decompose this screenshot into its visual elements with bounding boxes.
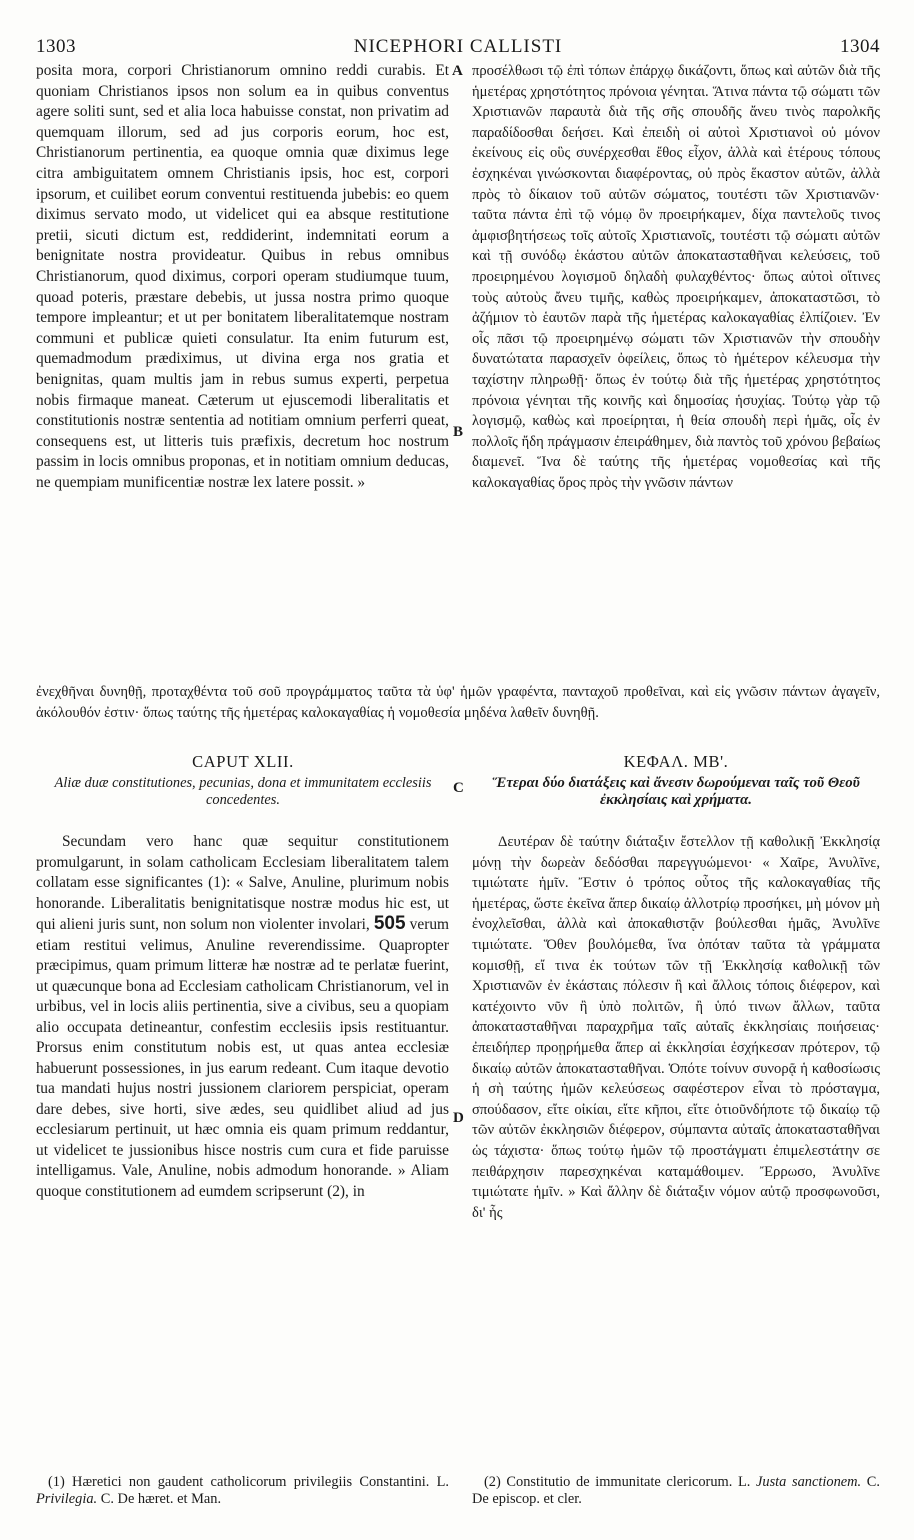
margin-letter-d: D xyxy=(453,1110,464,1126)
running-title: NICEPHORI CALLISTI xyxy=(353,36,563,57)
greek-continuation-text: ἐνεχθῆναι δυνηθῇ, προταχθέντα τοῦ σοῦ προγράμματος ταῦτα τὰ ὑφ' ἡμῶν γραφέντα, πανταχοῦ προθεῖναι, καὶ εἰς γνῶσιν πάντων ἀγαγεῖν, ἀκόλουθόν ἐστιν· ὅπως ταύτης τῆς ἡμετέρας καλοκαγαθίας ἡ νομοθεσία μηδένα λαθεῖν δυνηθῇ. xyxy=(36,684,880,721)
chapter-heading-latin xyxy=(40,752,446,808)
page-number-right: 1304 xyxy=(840,36,880,57)
greek-paragraph: Δευτέραν δὲ ταύτην διάταξιν ἔστελλον τῇ καθολικῇ Ἐκκλησίᾳ μόνῃ τὴν δωρεὰν δεδόσθαι παρεγγυώμενοι· « Χαῖρε, Ἀνυλῖνε, τιμιώτατε ἡμῖν. Ἔστιν ὁ τρόπος οὗτος τῆς καλοκαγαθίας τῆς ἡμετέρας, ὥστε ἐκεῖνα ἅπερ δικαίῳ ἀλλοτρίῳ προσήκει, μὴ μόνον μὴ ἐνοχλεῖσθαι, ἀλλὰ καὶ ἀποκαθιστᾷν βούλεσθαι ἡμᾶς, Ἀνυλῖνε τιμιώτατε. Ὅθεν βουλόμεθα, ἵνα ὁπόταν ταῦτα τὰ γράμματα κομισθῇ, εἴ τινα ἐκ τούτων τῶν τῇ Ἐκκλησίᾳ καθολικῇ τῶν Χριστιανῶν ἐν ἑκάσταις πόλεσιν ἢ καὶ ἄλλοις τόποις διέφερον, καὶ κατέχοιντο νῦν ἢ ὑπὸ πολιτῶν, ἢ ὑπό τινων ἄλλων, ταῦτα ἀποκατασταθῆναι παραχρῆμα ταῖς αὐταῖς ἐκκλησίαις ποιήσειας· ἐπειδήπερ προῃρήμεθα ἅπερ αἱ ἐκκλησίαι ἐσχήκεσαν πρότερον, τῷ δικαίῳ αὐτῶν ἀποκατασταθῆναι. Ὁπότε τοίνυν συνορᾷ ἡ καθοσίωσις ἡ σὴ ταύτης ἡμῶν κελεύσεως σαφέστερον εἶναι τὸ πρόσταγμα, σπούδασον, εἴτε οἰκίαι, εἴτε κῆποι, εἴτε ὁτιοῦνδήποτε τῷ δικαίῳ τῷ τῶν αὐτῶν ἐκκλησιῶν διέφερον, σύμπαντα αὐταῖς ἀποκατασταθῆναι ὡς τάχιστα· ὅπως τούτῳ ἡμῶν τῷ προστάγματι ἐπιμελεστάτην σε πειθάρχησιν παρεσχηκέναι καταμάθοιμεν. Ἔρρωσο, Ἀνυλῖνε τιμιώτατε ἡμῖν. » Καὶ ἄλλην δὲ διάταξιν νόμον αὐτῷ προσφωνοῦσι, δι' ἧς xyxy=(472,834,880,1221)
latin-column-top xyxy=(36,61,449,493)
latin-column-bottom xyxy=(36,832,449,1202)
chapter-title: ΚΕΦΑΛ. ΜΒ'. xyxy=(623,752,729,771)
greek-fullwidth-continuation xyxy=(36,682,880,723)
chapter-heading-greek xyxy=(470,752,882,808)
footnote-left xyxy=(36,1474,449,1508)
page-number-left: 1303 xyxy=(36,36,76,57)
page-header xyxy=(36,36,880,60)
footnote-citation: Privilegia. xyxy=(36,1490,98,1507)
chapter-subtitle: Aliæ duæ constitutiones, pecunias, dona et immunitatem ecclesiis concedentes. xyxy=(54,775,432,808)
footnote-tail: C. De hæret. et Man. xyxy=(100,1490,222,1507)
footnote-citation: Justa sanctionem. xyxy=(756,1474,862,1490)
latin-paragraph: posita mora, corpori Christianorum omnino reddi curabis. Et quoniam Christianos ipsos non solum ea in quibus conventus agere soliti sunt, sed et alia loca habuisse constat, non privatim ad quemquam illorum, sed ad jus corporis eorum, hoc est, Christianorum pertinentia, ea quoque omnia quæ diximus lege citra ambiguitatem omnem Christianis ipsis, hoc est, corpori ipsorum, et cuilibet eorum conventui restituenda jubebis: eo quem diximus servato modo, ut videlicet qui ea absque restitutione pretii, sicuti dictum est, reddiderint, indemnitati eorum a benignitate nostra provideatur. Quibus in rebus omnibus Christianorum, quod diximus, corpori operam studiumque tuum, quoad poteris, præstare debebis, ut jussa nostra primo quoque tempore impleantur; et ut per bonitatem liberalitatemque nostram communi et publicæ quieti consulatur. Ita enim futurum est, quemadmodum prædiximus, ut divina erga nos gratia et benignitas, quam multis jam in rebus sumus experti, perpetua nobis firmaque maneat. Cæterum ut ejuscemodi liberalitatis et constitutionis nostræ sententia ad notitiam omnium perferri queat, consequens est, ut litteris tuis præfixis, decretum hoc nostrum passim in locis omnibus proponas, et in notitiam omnium deducas, ne quempiam munificentiæ nostræ lex latere possit. » xyxy=(36,62,449,491)
margin-letter-c: C xyxy=(453,780,464,796)
footnote-tail: C. De episcop. et cler. xyxy=(472,1474,880,1507)
margin-letter-a: A xyxy=(452,63,463,79)
latin-paragraph xyxy=(36,832,449,1202)
margin-letter-b: B xyxy=(453,424,464,440)
greek-column-bottom xyxy=(472,832,880,1223)
column-number-marker: 505 xyxy=(373,913,406,934)
footnote-text: (1) Hæretici non gaudent catholicorum privilegiis Constantini. L. xyxy=(48,1474,449,1490)
latin-text-part: Secundam vero hanc quæ sequitur constitutionem promulgarunt, in solam catholicam Ecclesiam liberalitatem talem collatam esse significantes (1): « Salve, Anuline, plurimum nobis honorande. Liberalitatis benignitatisque nostræ modus hic est, ut qui alieni juris sunt, non solum non violenter involari, xyxy=(36,833,449,933)
latin-text-part: verum etiam restitui velimus, Anuline reverendissime. Quapropter præcipimus, quam primum litteræ hæ nostræ ad te perlatæ fuerint, ut quæcunque bona ad Ecclesiam catholicam Christianorum, vel in urbibus, vel in locis aliis pertinentia, sive a civibus, seu a quopiam alio occupata detineantur, confestim ecclesiis ipsis restituantur. Prorsus enim constitutum nobis est, ut quas antea ecclesiæ habuerunt possessiones, in jus earum redeant. Cum itaque devotio tua mandati hujus nostri jussionem clariorem perspiciat, operam dare debes, sive horti, sive ædes, seu quidlibet aliud ad jus ecclesiarum pertinuit, ut hæc omnia eis quam primum reddantur, ut videlicet te jussionibus hisce nostris cum cura et fide paruisse intelligamus. Vale, Anuline, nobis admodum honorande. » Aliam quoque constitutionem ad eumdem scripserunt (2), in xyxy=(36,916,449,1200)
greek-paragraph: προσέλθωσι τῷ ἐπὶ τόπων ἐπάρχῳ δικάζοντι, ὅπως καὶ αὐτῶν διὰ τῆς ἡμετέρας χρηστότητος πρόνοια γένηται. Ἅτινα πάντα τῷ σώματι τῶν Χριστιανῶν παραυτὰ διὰ τῆς σῆς σπουδῆς ἄνευ τινὸς παρολκῆς παραδίδοσθαι δεήσει. Καὶ ἐπειδὴ οἱ αὐτοὶ Χριστιανοὶ οὐ μόνον ἐκείνους εἰς οὓς συνέρχεσθαι ἔθος εἶχον, ἀλλὰ καὶ ἑτέρους τόπους ἐσχηκέναι γινώσκονται διαφέροντας, οὐ πρὸς ἕκαστον αὐτῶν, ἀλλὰ πρὸς τὸ δίκαιον τοῦ αὐτῶν σώματος, τουτέστι τῶν Χριστιανῶν· ταῦτα πάντα ἐπὶ τῷ νόμῳ ὃν προειρήκαμεν, δίχα παντελοῦς τινος ἀμφισβητήσεως τοῖς αὐτοῖς Χριστιανοῖς, τουτέστι τῷ σώματι αὐτῶν καὶ τῇ συνόδῳ ἑκάστου αὐτῶν ἀποκατασταθῆναι κελεύσεις, τοῦ προειρημένου λογισμοῦ δηλαδὴ φυλαχθέντος· ὅπως αὐτοὶ οἵτινες τοὺς αὐτοὺς ἄνευ τιμῆς, καθὼς προειρήκαμεν, ἀποκαταστῶσι, τὸ ἀζήμιον τὸ ἑαυτῶν παρὰ τῆς ἡμετέρας καλοκαγαθίας ἐλπίζοιεν. Ἐν οἷς πᾶσι τῷ προειρημένῳ σώματι τῶν Χριστιανῶν τὴν σπουδὴν δυνατώτατα παρασχεῖν ὀφείλεις, ὅπως τὸ ἡμέτερον κέλευσμα τὴν ταχίστην πληρωθῇ· ὅπως ἐν τούτῳ διὰ τῆς ἡμετέρας χρηστότητος πρόνοια γένηται τῆς κοινῆς καὶ δημοσίας ἡσυχίας. Τούτῳ γὰρ τῷ λογισμῷ, καθὼς καὶ προείρηται, ἡ θεία σπουδὴ περὶ ἡμᾶς, οἷς ἐν πολλοῖς ἤδη πράγμασιν ἐπειράθημεν, διὰ παντὸς τοῦ χρόνου βεβαίως διαμενεῖ. Ἵνα δὲ ταύτης τῆς ἡμετέρας νομοθεσίας καὶ τῆς καλοκαγαθίας ὅρος πρὸς τὴν γνῶσιν πάντων xyxy=(472,63,880,491)
footnote-text: (2) Constitutio de immunitate clericorum. L. xyxy=(484,1474,751,1490)
chapter-title: CAPUT XLII. xyxy=(192,752,294,771)
greek-column-top xyxy=(472,61,880,493)
chapter-subtitle: Ἕτεραι δύο διατάξεις καὶ ἄνεσιν δωρούμεναι ταῖς τοῦ Θεοῦ ἐκκλησίαις καὶ χρήματα. xyxy=(492,775,860,808)
footnote-right xyxy=(472,1474,880,1508)
